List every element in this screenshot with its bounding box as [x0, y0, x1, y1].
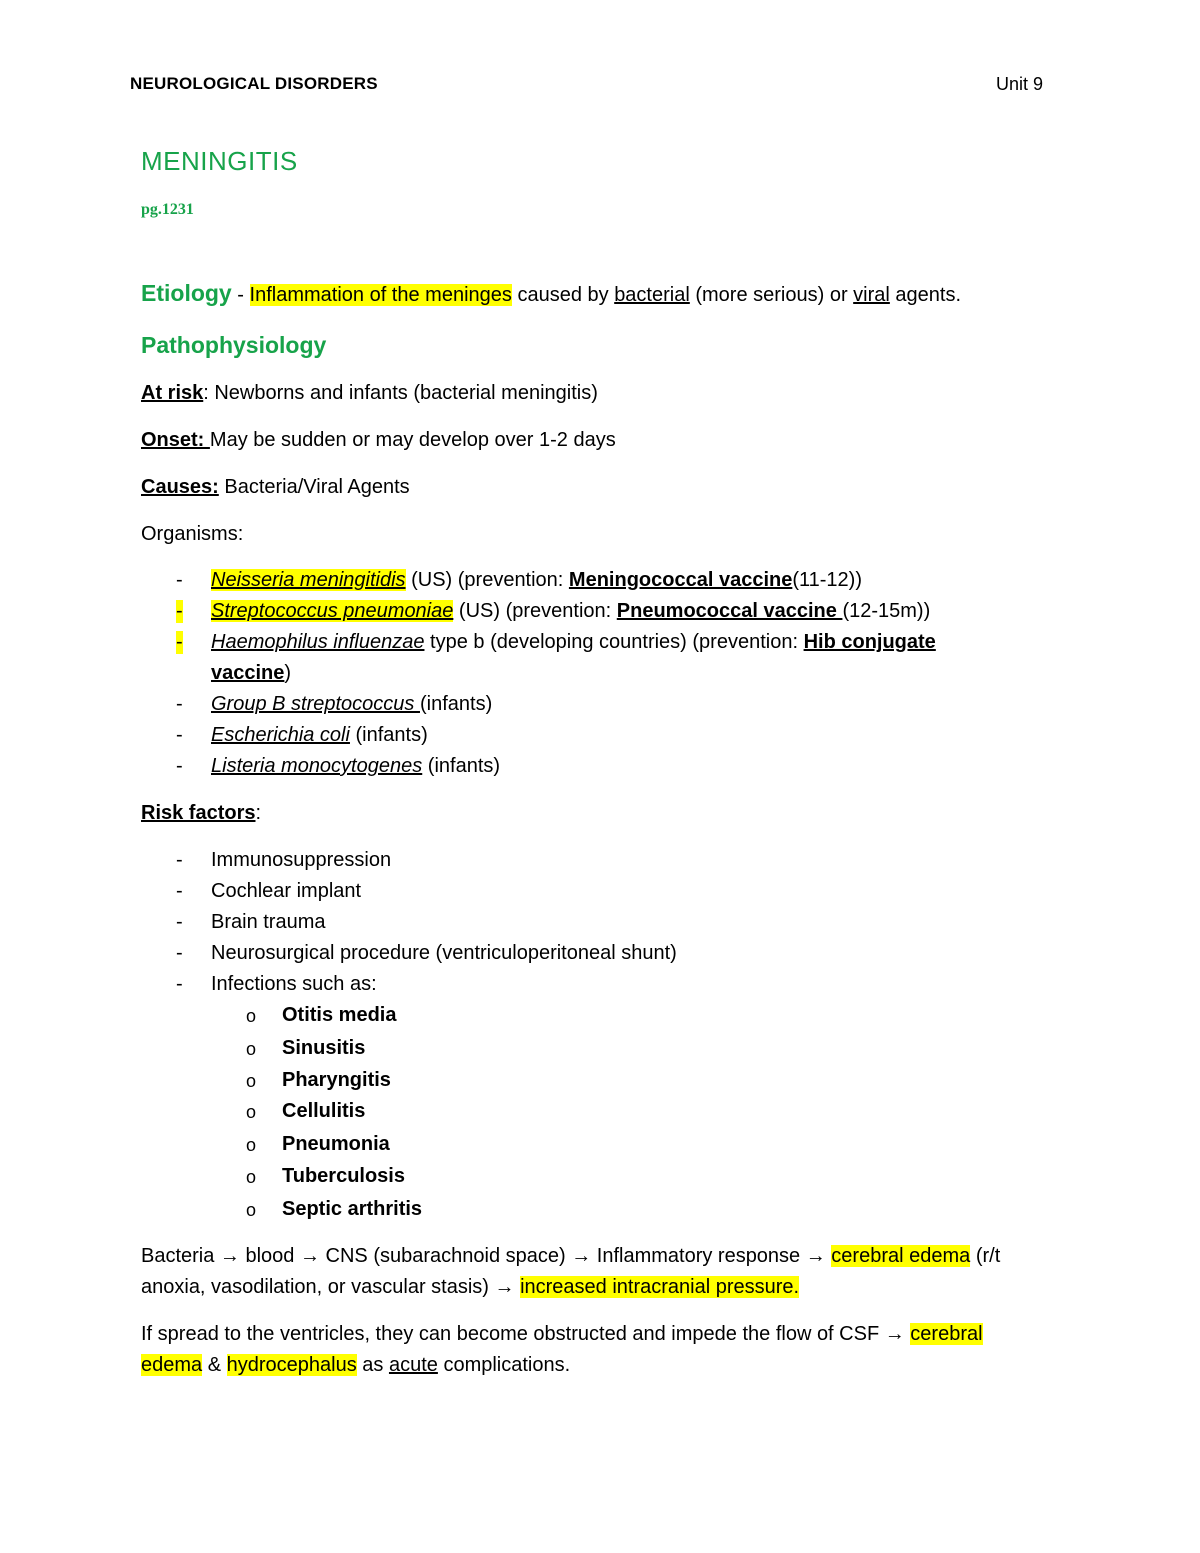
- list-dash: -: [176, 755, 183, 777]
- infection-item: Pneumonia: [282, 1133, 390, 1155]
- list-dash: -: [176, 724, 183, 746]
- list-dash: -: [176, 942, 183, 964]
- list-circle: o: [246, 1200, 257, 1220]
- list-circle: o: [246, 1167, 257, 1187]
- organisms-label: Organisms:: [141, 523, 244, 545]
- etiology-sep: -: [231, 284, 250, 306]
- onset-line: [141, 429, 616, 452]
- organism-item: [211, 724, 428, 747]
- at-risk-text: : Newborns and infants (bacterial meningitis): [203, 382, 598, 404]
- flow-text: (r/t: [970, 1245, 1001, 1267]
- infection-item: Sinusitis: [282, 1037, 366, 1059]
- risk-factor-item: Immunosuppression: [211, 849, 392, 871]
- causes-line: [141, 476, 410, 499]
- organism-name: Haemophilus influenzae: [211, 631, 425, 653]
- page-title: MENINGITIS: [141, 146, 298, 176]
- spread-highlight: edema: [141, 1354, 203, 1376]
- vaccine-name: vaccine: [211, 662, 285, 684]
- spread-line-1: [141, 1323, 983, 1346]
- etiology-text: agents.: [889, 284, 962, 306]
- list-dash: -: [176, 631, 183, 653]
- flow-text: anoxia, vasodilation, or vascular stasis) →: [141, 1276, 521, 1298]
- header-unit: Unit 9: [996, 74, 1044, 94]
- organism-text: (infants): [422, 755, 501, 777]
- risk-factor-item: Cochlear implant: [211, 880, 362, 902]
- list-circle: o: [246, 1071, 257, 1091]
- list-dash: -: [176, 849, 183, 871]
- etiology-label: Etiology: [141, 280, 232, 306]
- acute-term: acute: [388, 1354, 438, 1376]
- infection-item: Septic arthritis: [282, 1198, 423, 1220]
- onset-label: Onset:: [141, 429, 210, 451]
- flow-line-1: [141, 1245, 1000, 1268]
- organism-text: (US) (prevention:: [453, 600, 617, 622]
- risk-factors-heading: [141, 802, 261, 825]
- organism-name: Escherichia coli: [211, 724, 350, 746]
- list-dash: -: [176, 973, 183, 995]
- organism-text: ): [284, 662, 292, 684]
- list-circle: o: [246, 1039, 257, 1059]
- organism-text: (11-12)): [792, 569, 862, 591]
- organism-name: Group B streptococcus: [211, 693, 420, 715]
- etiology-text: caused by: [511, 284, 615, 306]
- organism-text: (US) (prevention:: [405, 569, 569, 591]
- risk-factor-item: Neurosurgical procedure (ventriculoperitoneal shunt): [211, 942, 677, 964]
- causes-text: Bacteria/Viral Agents: [218, 476, 410, 498]
- organism-item-continued: [211, 662, 291, 685]
- infection-item: Otitis media: [282, 1004, 397, 1026]
- infection-item: Cellulitis: [282, 1100, 366, 1122]
- infection-item: Tuberculosis: [282, 1165, 405, 1187]
- list-dash: -: [176, 569, 183, 591]
- list-dash: -: [176, 600, 183, 622]
- organism-text: type b (developing countries) (prevention:: [424, 631, 804, 653]
- spread-text: &: [202, 1354, 227, 1376]
- list-dash: -: [176, 693, 183, 715]
- page-reference: pg.1231: [141, 201, 194, 218]
- flow-highlight: increased intracranial pressure.: [520, 1276, 800, 1298]
- spread-text: as: [356, 1354, 389, 1376]
- spread-text: If spread to the ventricles, they can become obstructed and impede the flow of CSF →: [141, 1323, 911, 1345]
- organism-name: Listeria monocytogenes: [211, 755, 423, 777]
- etiology-highlight: Inflammation of the meninges: [249, 284, 512, 306]
- flow-line-2: [141, 1276, 799, 1299]
- organism-name: Neisseria meningitidis: [211, 569, 406, 591]
- organism-item: [211, 631, 936, 654]
- spread-line-2: [141, 1354, 570, 1377]
- organism-item: [211, 600, 930, 623]
- spread-text: complications.: [437, 1354, 571, 1376]
- etiology-text: (more serious) or: [689, 284, 854, 306]
- list-dash: -: [176, 911, 183, 933]
- spread-highlight: hydrocephalus: [226, 1354, 357, 1376]
- spread-highlight: cerebral: [910, 1323, 983, 1345]
- at-risk-line: [141, 382, 598, 405]
- etiology-line: [141, 280, 961, 307]
- infection-item: Pharyngitis: [282, 1069, 391, 1091]
- onset-text: May be sudden or may develop over 1-2 days: [209, 429, 616, 451]
- risk-factors-colon: :: [255, 802, 262, 824]
- bacterial-term: bacterial: [614, 284, 690, 306]
- organism-text: (12-15m)): [842, 600, 931, 622]
- flow-text: Bacteria → blood → CNS (subarachnoid space) → Inflammatory response →: [141, 1245, 832, 1267]
- list-circle: o: [246, 1102, 257, 1122]
- risk-factor-item: Infections such as:: [211, 973, 377, 995]
- list-dash: -: [176, 880, 183, 902]
- organism-item: [211, 755, 500, 778]
- risk-factors-label: Risk factors: [141, 802, 256, 824]
- list-circle: o: [246, 1006, 257, 1026]
- organism-name: Streptococcus pneumoniae: [211, 600, 454, 622]
- organism-text: (infants): [419, 693, 493, 715]
- header-title: NEUROLOGICAL DISORDERS: [130, 74, 378, 93]
- viral-term: viral: [853, 284, 890, 306]
- organism-text: (infants): [349, 724, 428, 746]
- organism-item: [211, 569, 862, 592]
- vaccine-name: Pneumococcal vaccine: [616, 600, 843, 622]
- pathophysiology-heading: Pathophysiology: [141, 332, 327, 358]
- vaccine-name: Hib conjugate: [803, 631, 936, 653]
- risk-factor-item: Brain trauma: [211, 911, 326, 933]
- at-risk-label: At risk: [141, 382, 204, 404]
- vaccine-name: Meningococcal vaccine: [568, 569, 793, 591]
- flow-highlight: cerebral edema: [831, 1245, 971, 1267]
- causes-label: Causes:: [141, 476, 219, 498]
- list-circle: o: [246, 1135, 257, 1155]
- organism-item: [211, 693, 492, 716]
